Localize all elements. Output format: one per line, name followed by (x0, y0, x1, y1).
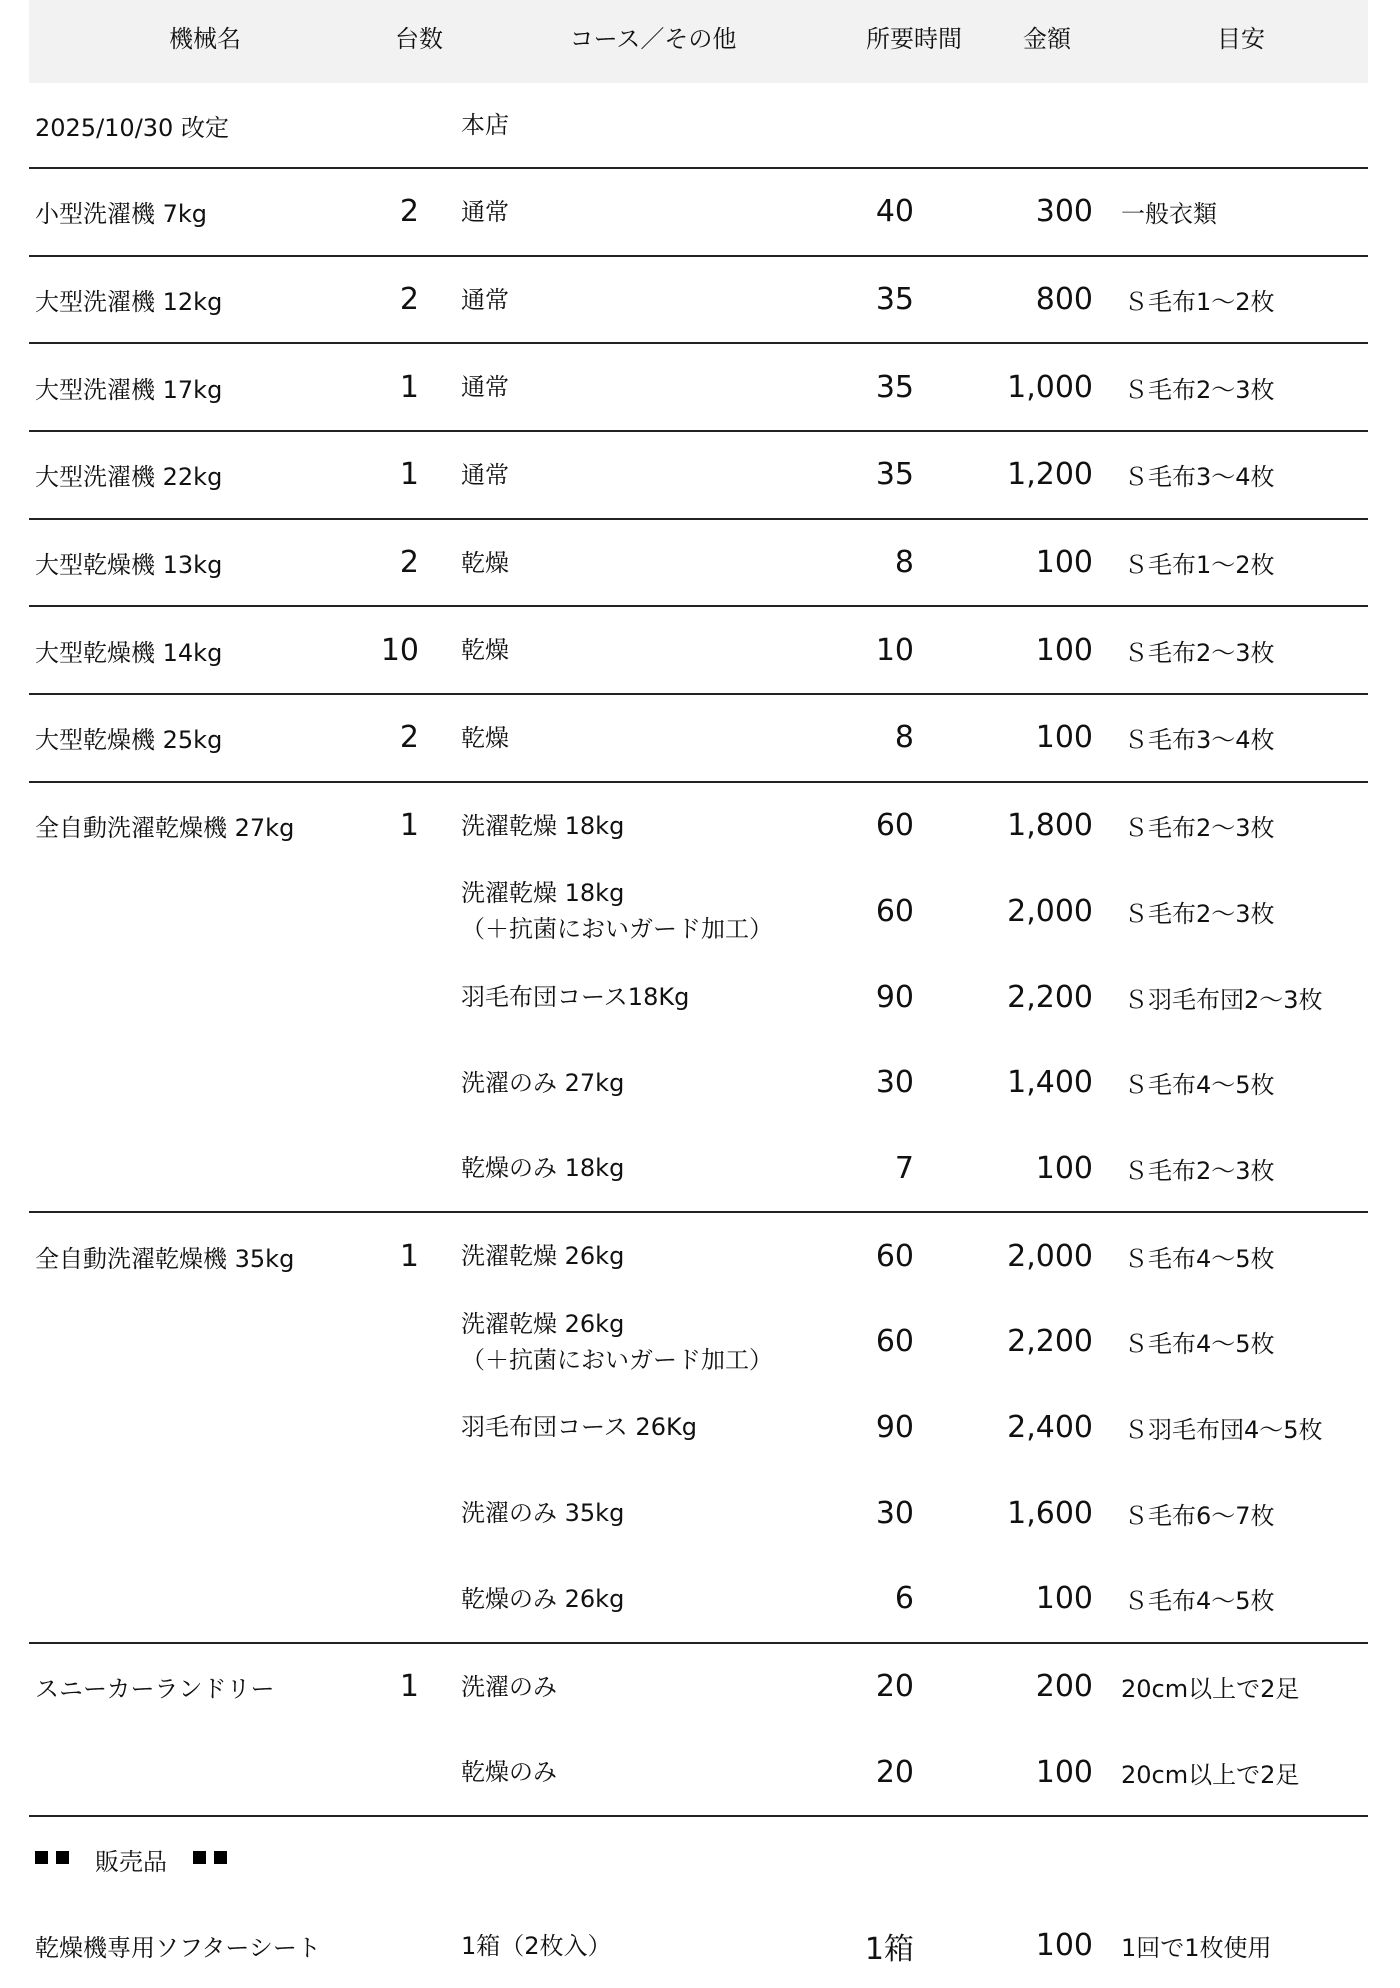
guide: Ｓ毛布6～7枚 (1124, 1501, 1275, 1530)
guide: 20cm以上で2足 (1121, 1760, 1300, 1789)
sales-heading-label: 販売品 (95, 1848, 167, 1877)
price: 1,800 (1007, 808, 1093, 844)
machine-name: 全自動洗濯乾燥機 35kg (35, 1244, 295, 1273)
machine-name: 大型乾燥機 13kg (35, 551, 223, 580)
guide: Ｓ毛布2～3枚 (1124, 638, 1275, 667)
price: 2,000 (1007, 893, 1093, 929)
guide: Ｓ毛布4～5枚 (1124, 1330, 1275, 1359)
course: 乾燥のみ 26kg (461, 1584, 625, 1613)
price: 100 (1035, 720, 1093, 756)
table-row: 大型乾燥機 25kg 2 乾燥 8 100 Ｓ毛布3～4枚 (29, 695, 1368, 783)
price: 100 (1035, 1581, 1093, 1617)
machine-name: 大型洗濯機 22kg (35, 463, 223, 492)
guide: Ｓ毛布4～5枚 (1124, 1071, 1275, 1100)
course: 洗濯乾燥 26kg （＋抗菌においガード加工） (461, 1309, 773, 1374)
price: 1,200 (1007, 457, 1093, 493)
price: 800 (1035, 282, 1093, 318)
course: 洗濯のみ 27kg (461, 1068, 625, 1097)
course: 通常 (461, 285, 509, 314)
price: 1,000 (1007, 369, 1093, 405)
guide: 一般衣類 (1121, 200, 1217, 229)
price: 1,400 (1007, 1065, 1093, 1101)
machine-name: 大型乾燥機 14kg (35, 638, 223, 667)
guide: Ｓ羽毛布団4～5枚 (1124, 1415, 1323, 1444)
sales-heading (35, 1817, 235, 1903)
machine-name: 小型洗濯機 7kg (35, 200, 208, 229)
table-row-group: スニーカーランドリー 1 洗濯のみ 20 200 20cm以上で2足 乾燥のみ 20 100 20cm以上で2足 (29, 1644, 1368, 1817)
price: 2,400 (1007, 1409, 1093, 1445)
product-quantity: 1箱（2枚入） (461, 1931, 612, 1960)
guide: Ｓ毛布1～2枚 (1124, 288, 1275, 317)
revision-date: 2025/10/30 改定 (35, 113, 229, 142)
machine-name: スニーカーランドリー (35, 1675, 275, 1704)
price: 100 (1035, 1754, 1093, 1790)
header-guide: 目安 (1217, 25, 1265, 53)
price: 2,200 (1007, 979, 1093, 1015)
product-name: 乾燥機専用ソフターシート (35, 1934, 321, 1963)
square-bullet-icon (35, 1851, 48, 1864)
guide: Ｓ毛布4～5枚 (1124, 1244, 1275, 1273)
guide: Ｓ毛布2～3枚 (1124, 814, 1275, 843)
product-guide: 1回で1枚使用 (1121, 1934, 1272, 1963)
guide: Ｓ毛布2～3枚 (1124, 375, 1275, 404)
machine-name: 大型洗濯機 12kg (35, 288, 223, 317)
course: 通常 (461, 460, 509, 489)
price: 300 (1035, 194, 1093, 230)
guide: Ｓ毛布4～5枚 (1124, 1587, 1275, 1616)
guide: Ｓ毛布2～3枚 (1124, 899, 1275, 928)
square-bullet-icon (214, 1851, 227, 1864)
price: 200 (1035, 1669, 1093, 1705)
course: 乾燥のみ 18kg (461, 1154, 625, 1183)
table-row-group: 全自動洗濯乾燥機 35kg 1 洗濯乾燥 26kg 60 2,000 Ｓ毛布4～5枚 洗濯乾燥 26kg （＋抗菌においガード加工） 60 2,200 Ｓ毛布4～5枚 羽毛布団コース 26Kg 90 2,400 Ｓ羽毛布団4～5枚 洗濯のみ 35kg 30 1,600 Ｓ毛布6～7枚 乾燥のみ 26kg 6 100 Ｓ毛布4～5枚 (29, 1213, 1368, 1643)
square-bullet-icon (56, 1851, 69, 1864)
course: 羽毛布団コース18Kg (461, 983, 690, 1012)
machine-name: 大型洗濯機 17kg (35, 375, 223, 404)
guide: Ｓ毛布3～4枚 (1124, 463, 1275, 492)
table-row: 大型洗濯機 22kg 1 通常 35 1,200 Ｓ毛布3～4枚 (29, 432, 1368, 520)
course: 乾燥のみ (461, 1758, 557, 1787)
table-row: 大型洗濯機 12kg 2 通常 35 800 Ｓ毛布1～2枚 (29, 257, 1368, 345)
course: 通常 (461, 197, 509, 226)
guide: 20cm以上で2足 (1121, 1675, 1300, 1704)
header-count: 台数 (395, 25, 443, 53)
sales-section: 販売品 乾燥機専用ソフターシート 1箱（2枚入） 1箱 100 1回で1枚使用 (29, 1817, 1368, 1988)
product-price: 100 (1035, 1928, 1093, 1964)
price-table (29, 0, 1368, 1988)
table-header (29, 0, 1368, 83)
course: 羽毛布団コース 26Kg (461, 1413, 697, 1442)
course: 洗濯乾燥 18kg （＋抗菌においガード加工） (461, 879, 773, 944)
table-row: 小型洗濯機 7kg 2 通常 40 300 一般衣類 (29, 169, 1368, 257)
price: 1,600 (1007, 1495, 1093, 1531)
store-name: 本店 (461, 111, 509, 139)
header-course: コース／その他 (569, 25, 737, 53)
square-bullet-icon (193, 1851, 206, 1864)
course: 通常 (461, 373, 509, 402)
table-row: 大型乾燥機 13kg 2 乾燥 8 100 Ｓ毛布1～2枚 (29, 520, 1368, 608)
course: 乾燥 (461, 548, 509, 577)
header-name: 機械名 (169, 25, 241, 53)
table-row: 大型洗濯機 17kg 1 通常 35 1,000 Ｓ毛布2～3枚 (29, 344, 1368, 432)
revision-row (29, 83, 1368, 169)
course: 洗濯のみ 35kg (461, 1499, 625, 1528)
price: 100 (1035, 632, 1093, 668)
header-time: 所要時間 (866, 25, 962, 53)
course: 乾燥 (461, 636, 509, 665)
machine-name: 全自動洗濯乾燥機 27kg (35, 814, 295, 843)
course: 乾燥 (461, 723, 509, 752)
price: 2,000 (1007, 1238, 1093, 1274)
price: 100 (1035, 1150, 1093, 1186)
guide: Ｓ毛布3～4枚 (1124, 726, 1275, 755)
guide: Ｓ毛布1～2枚 (1124, 551, 1275, 580)
course: 洗濯のみ (461, 1672, 557, 1701)
guide: Ｓ羽毛布団2～3枚 (1124, 985, 1323, 1014)
price: 100 (1035, 545, 1093, 581)
table-row: 大型乾燥機 14kg 10 乾燥 10 100 Ｓ毛布2～3枚 (29, 607, 1368, 695)
table-row-group: 全自動洗濯乾燥機 27kg 1 洗濯乾燥 18kg 60 1,800 Ｓ毛布2～3枚 洗濯乾燥 18kg （＋抗菌においガード加工） 60 2,000 Ｓ毛布2～3枚 羽毛布団コース18Kg 90 2,200 Ｓ羽毛布団2～3枚 洗濯のみ 27kg 30 1,400 Ｓ毛布4～5枚 乾燥のみ 18kg 7 100 Ｓ毛布2～3枚 (29, 783, 1368, 1213)
price: 2,200 (1007, 1324, 1093, 1360)
header-price: 金額 (1023, 25, 1071, 53)
course: 洗濯乾燥 18kg (461, 811, 625, 840)
machine-name: 大型乾燥機 25kg (35, 726, 223, 755)
course: 洗濯乾燥 26kg (461, 1242, 625, 1271)
guide: Ｓ毛布2～3枚 (1124, 1156, 1275, 1185)
